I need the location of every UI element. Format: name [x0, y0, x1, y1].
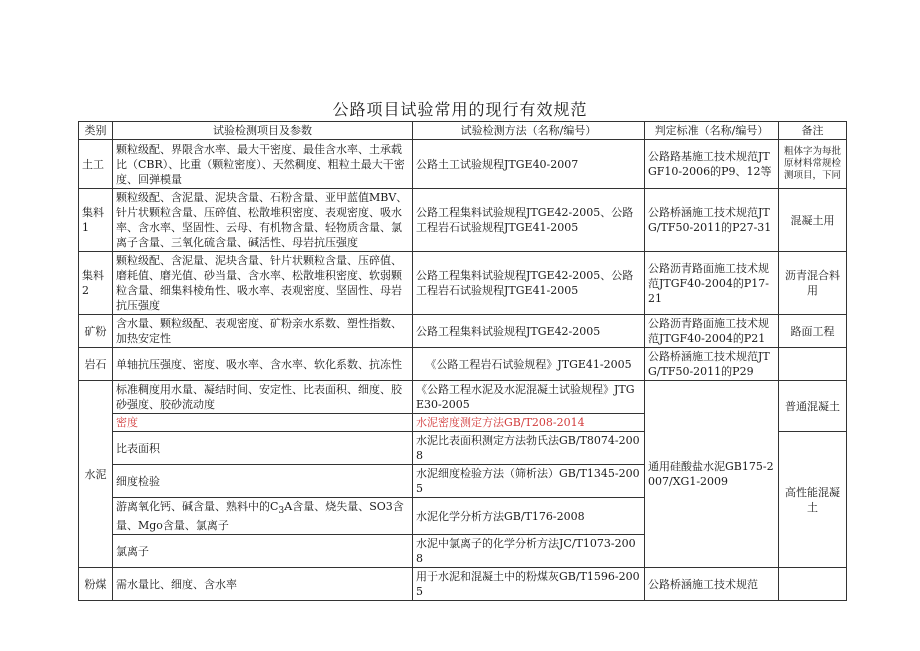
- cell-category: 水泥: [79, 381, 113, 568]
- cell-remark: 混凝土用: [779, 189, 847, 252]
- cell-remark: [779, 568, 847, 601]
- cell-items: 单轴抗压强度、密度、吸水率、含水率、软化系数、抗冻性: [113, 348, 413, 381]
- cell-category: 矿粉: [79, 315, 113, 348]
- cell-category: 集料1: [79, 189, 113, 252]
- cell-method: 《公路工程岩石试验规程》JTGE41-2005: [413, 348, 645, 381]
- cell-items: 密度: [113, 414, 413, 432]
- items-text: 游离氧化钙、碱含量、熟料中的C: [116, 500, 279, 513]
- cell-method: 水泥比表面积测定方法勃氏法GB/T8074-2008: [413, 432, 645, 465]
- table-row: [79, 252, 847, 315]
- cell-method: 用于水泥和混凝土中的粉煤灰GB/T1596-2005: [413, 568, 645, 601]
- cell-items: 颗粒级配、含泥量、泥块含量、针片状颗粒含量、压碎值、磨耗值、磨光值、砂当量、含水率、松散堆积密度、软弱颗粒含量、细集料棱角性、吸水率、表观密度、坚固性、母岩抗压强度: [113, 252, 413, 315]
- cell-standard: 公路沥青路面施工技术规范JTGF40-2004的P17-21: [645, 252, 779, 315]
- cell-remark: 路面工程: [779, 315, 847, 348]
- cell-category: 粉煤: [79, 568, 113, 601]
- cell-standard: 通用硅酸盐水泥GB175-2007/XG1-2009: [645, 381, 779, 568]
- table-row: [79, 140, 847, 189]
- table-row: [79, 348, 847, 381]
- cell-category: 集料2: [79, 252, 113, 315]
- cell-items: 细度检验: [113, 465, 413, 498]
- header-category: 类别: [79, 122, 113, 140]
- cell-method: 公路土工试验规程JTGE40-2007: [413, 140, 645, 189]
- cell-method: 水泥中氯离子的化学分析方法JC/T1073-2008: [413, 535, 645, 568]
- header-remark: 备注: [779, 122, 847, 140]
- cell-items: 含水量、颗粒级配、表观密度、矿粉亲水系数、塑性指数、加热安定性: [113, 315, 413, 348]
- cell-method: 《公路工程水泥及水泥混凝土试验规程》JTGE30-2005: [413, 381, 645, 414]
- header-standard: 判定标准（名称/编号）: [645, 122, 779, 140]
- cell-remark: 沥青混合料用: [779, 252, 847, 315]
- cell-standard: 公路沥青路面施工技术规范JTGF40-2004的P21: [645, 315, 779, 348]
- table-row: [79, 315, 847, 348]
- subscript-text: 3: [278, 505, 285, 517]
- cell-method: 水泥密度测定方法GB/T208-2014: [413, 414, 645, 432]
- cell-category: 土工: [79, 140, 113, 189]
- cell-items: 颗粒级配、含泥量、泥块含量、石粉含量、亚甲蓝值MBV、针片状颗粒含量、压碎值、松散堆积密度、表观密度、吸水率、含水率、坚固性、云母、有机物含量、轻物质含量、氯离子含量、三氧化硫含量、碱活性、母岩抗压强度: [113, 189, 413, 252]
- header-items: 试验检测项目及参数: [113, 122, 413, 140]
- cell-remark: [779, 348, 847, 381]
- cell-remark: 普通混凝土: [779, 381, 847, 432]
- items-text: A含量、烧失量、SO3含量、Mgo含量、氯离子: [116, 500, 404, 533]
- spec-table: [78, 121, 847, 601]
- page-title: 公路项目试验常用的现行有效规范: [332, 100, 588, 119]
- cell-items: 氯离子: [113, 535, 413, 568]
- cell-category: 岩石: [79, 348, 113, 381]
- header-method: 试验检测方法（名称/编号）: [413, 122, 645, 140]
- cell-method: 水泥化学分析方法GB/T176-2008: [413, 498, 645, 535]
- table-row: [79, 189, 847, 252]
- cell-remark: 高性能混凝土: [779, 432, 847, 568]
- cell-standard: 公路桥涵施工技术规范JTG/TF50-2011的P27-31: [645, 189, 779, 252]
- cell-items: [113, 498, 413, 535]
- table-row: [79, 568, 847, 601]
- cell-items: 颗粒级配、界限含水率、最大干密度、最佳含水率、土承载比（CBR）、比重（颗粒密度）、天然稠度、粗粒土最大干密度、回弹模量: [113, 140, 413, 189]
- cell-method: 公路工程集料试验规程JTGE42-2005、公路工程岩石试验规程JTGE41-2005: [413, 252, 645, 315]
- cell-standard: 公路桥涵施工技术规范JTG/TF50-2011的P29: [645, 348, 779, 381]
- table-header-row: [79, 122, 847, 140]
- cell-method: 水泥细度检验方法（筛析法）GB/T1345-2005: [413, 465, 645, 498]
- cell-standard: 公路路基施工技术规范JTGF10-2006的P9、12等: [645, 140, 779, 189]
- cell-standard: 公路桥涵施工技术规范: [645, 568, 779, 601]
- cell-items: 标准稠度用水量、凝结时间、安定性、比表面积、细度、胶砂强度、胶砂流动度: [113, 381, 413, 414]
- cell-method: 公路工程集料试验规程JTGE42-2005: [413, 315, 645, 348]
- cell-remark: 粗体字为每批原材料常规检测项目，下同: [779, 140, 847, 189]
- cell-method: 公路工程集料试验规程JTGE42-2005、公路工程岩石试验规程JTGE41-2005: [413, 189, 645, 252]
- cell-items: 比表面积: [113, 432, 413, 465]
- table-row: [79, 381, 847, 414]
- cell-items: 需水量比、细度、含水率: [113, 568, 413, 601]
